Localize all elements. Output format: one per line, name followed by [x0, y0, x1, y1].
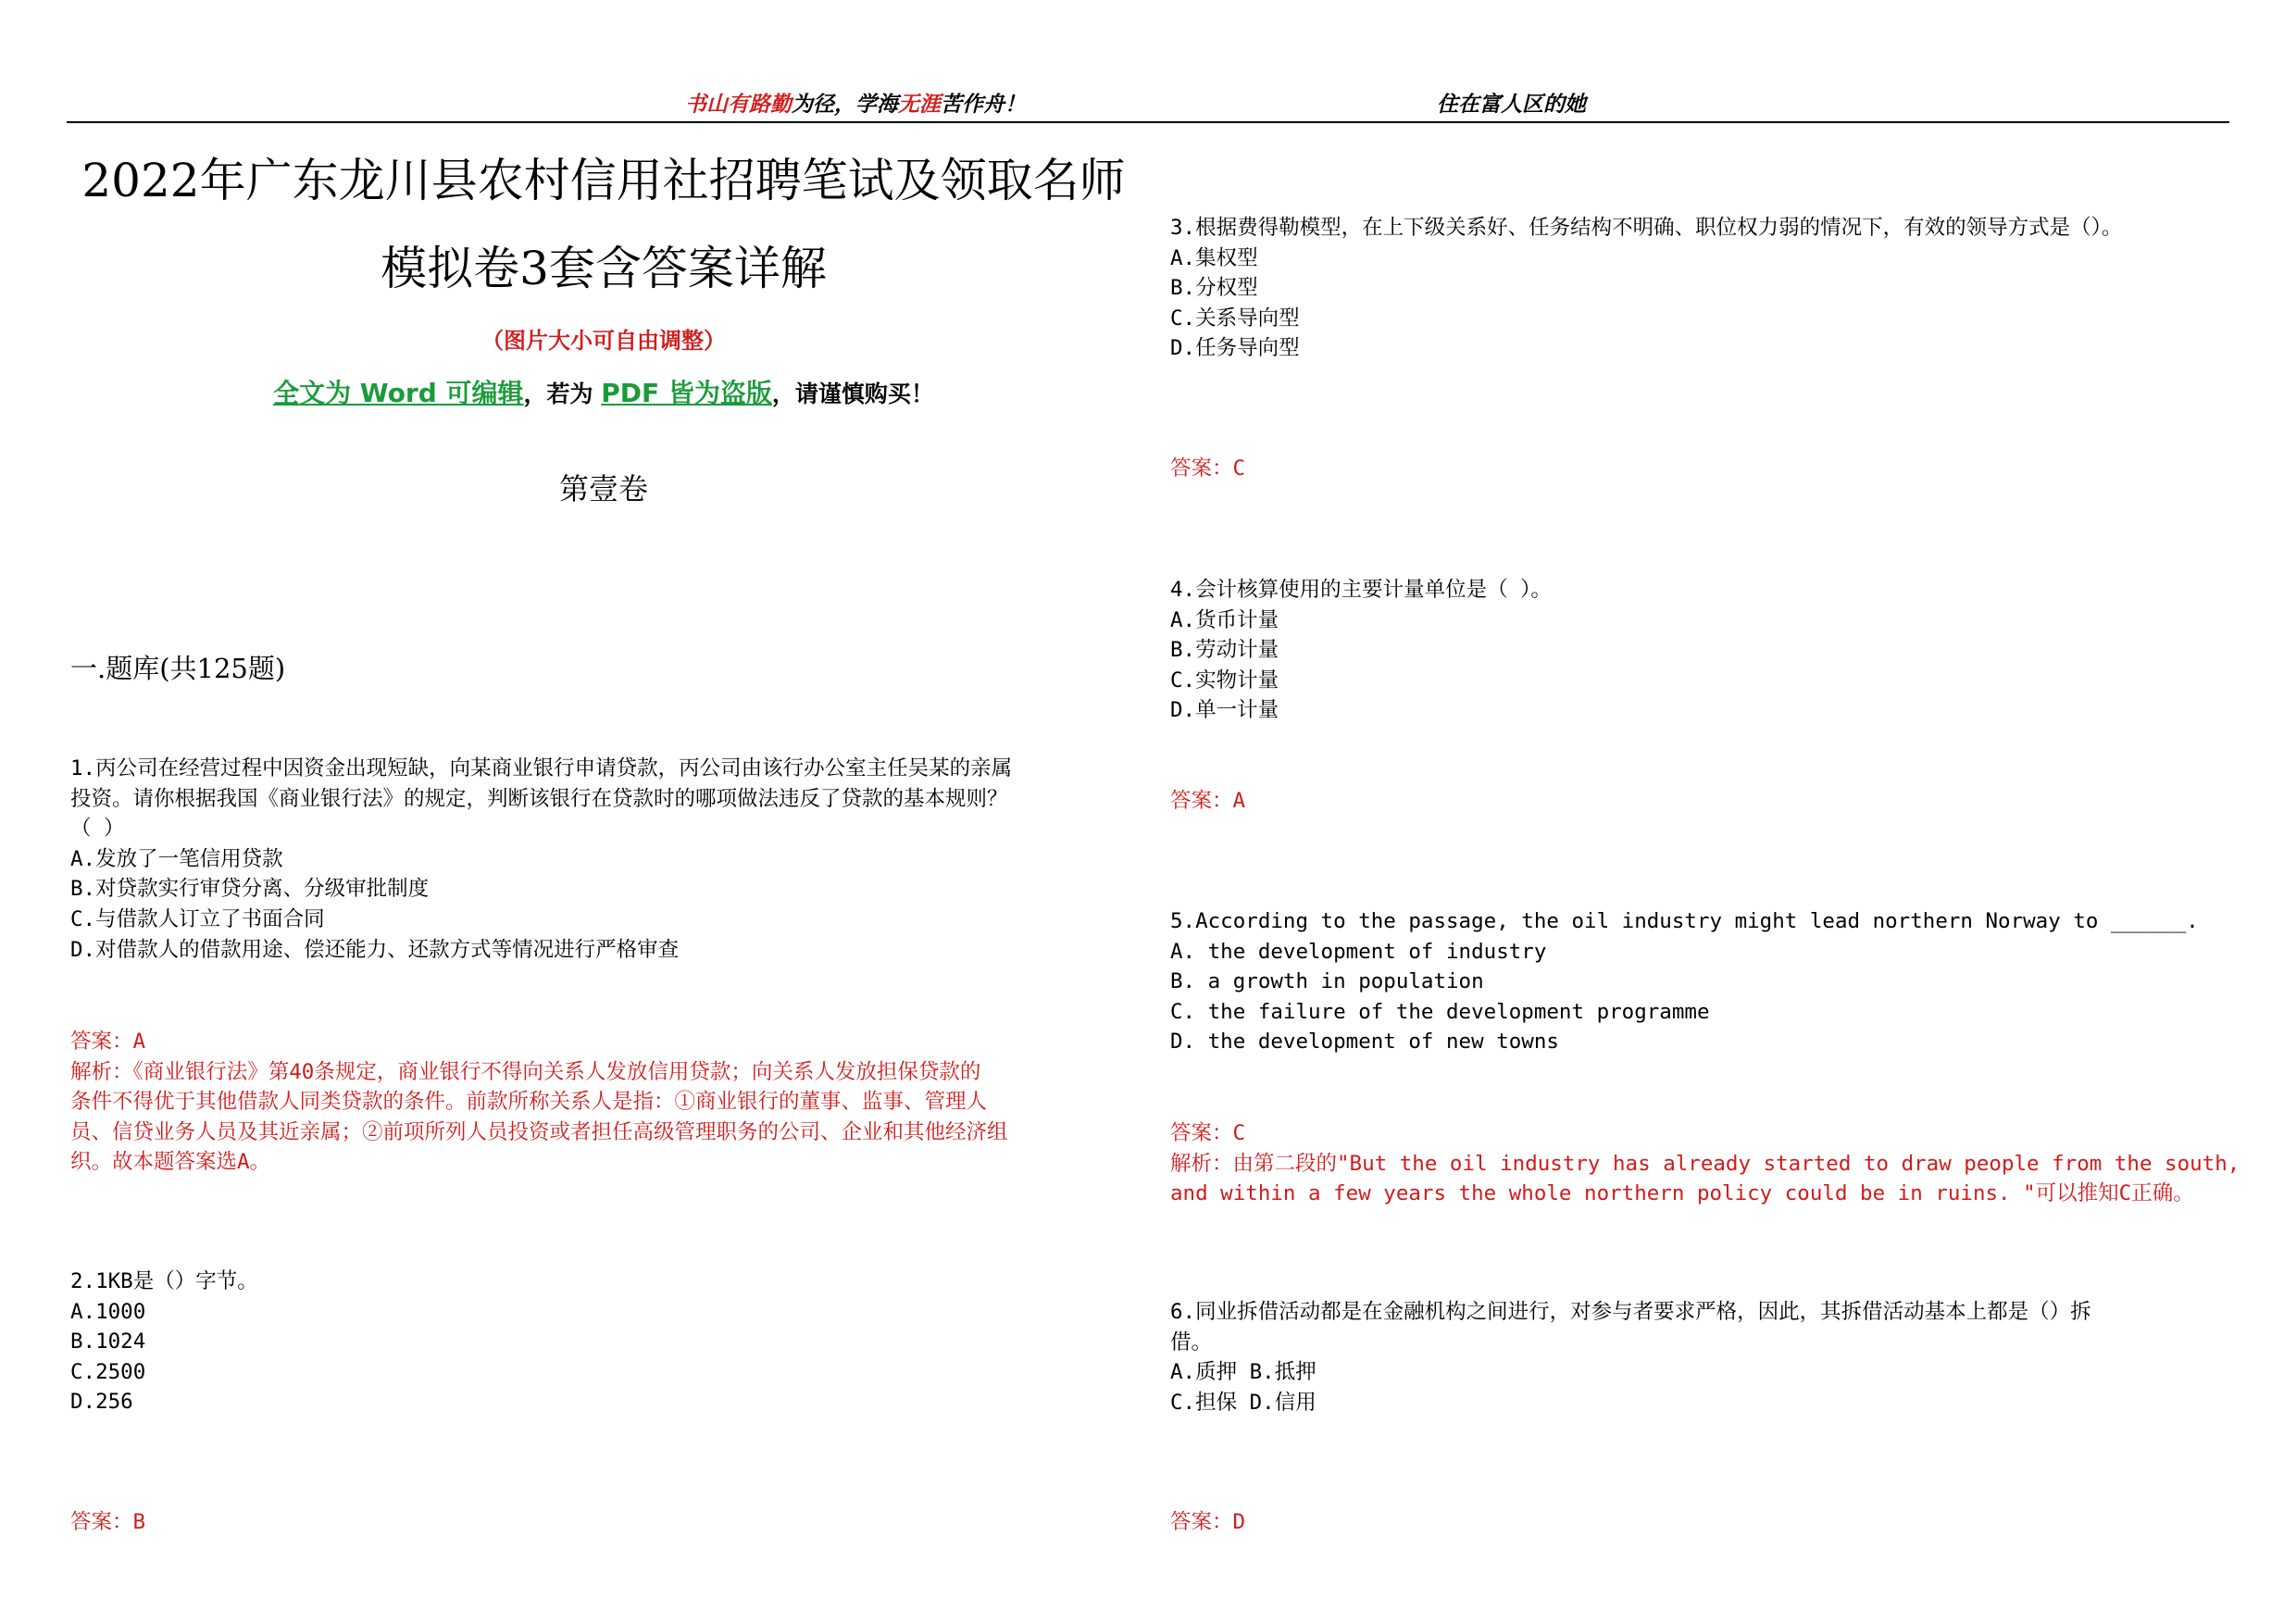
option: B.对贷款实行审贷分离、分级审批制度: [70, 877, 430, 902]
option: A.货币计量: [1170, 607, 1279, 632]
question-4: 4.会计核算使用的主要计量单位是（ ）。 A.货币计量 B.劳动计量 C.实物计量 D.单一计量: [1170, 575, 1552, 726]
option: C.与借款人订立了书面合同: [70, 906, 325, 931]
option: C.实物计量: [1170, 668, 1279, 693]
doc-notice: 全文为 Word 可编辑，若为 PDF 皆为盗版，请谨慎购买！: [273, 378, 934, 408]
option: D. the development of new towns: [1170, 1030, 1559, 1055]
answer-6: 答案：D: [1170, 1510, 1246, 1534]
analysis: 解析：由第二段的"But the oil industry has already started to draw people from the south,: [1170, 1151, 2240, 1176]
doc-title-line1: 2022年广东龙川县农村信用社招聘笔试及领取名师: [81, 154, 1126, 207]
option: D.单一计量: [1170, 698, 1279, 723]
answer-2: 答案：B: [70, 1510, 146, 1534]
question-5: 5.According to the passage, the oil industry might lead northern Norway to ______. A. the development of industry B. a growth in population C. the failure of the development programme D. the development of new towns: [1170, 906, 2199, 1057]
volume-heading: 第壹卷: [558, 471, 648, 506]
header-motto: 书山有路勤为径，学海无涯苦作舟！: [685, 92, 1026, 117]
question-2: 2.1KB是（）字节。 A.1000 B.1024 C.2500 D.256: [70, 1267, 258, 1417]
option: A. the development of industry: [1170, 939, 1547, 964]
option: B.1024: [70, 1330, 146, 1355]
option: D.任务导向型: [1170, 336, 1300, 361]
option: B.劳动计量: [1170, 638, 1279, 663]
option: A.1000: [70, 1299, 146, 1324]
doc-title-line2: 模拟卷3套含答案详解: [381, 242, 827, 295]
option: D.256: [70, 1390, 133, 1415]
header-right-text: 住在富人区的她: [1437, 92, 1586, 117]
option: C.关系导向型: [1170, 306, 1300, 331]
option: C. the failure of the development programme: [1170, 999, 1710, 1024]
analysis: 解析：《商业银行法》第40条规定，商业银行不得向关系人发放信用贷款；向关系人发放担保贷款的: [70, 1059, 981, 1084]
question-3: 3.根据费得勒模型，在上下级关系好、任务结构不明确、职位权力弱的情况下，有效的领导方式是（）。 A.集权型 B.分权型 C.关系导向型 D.任务导向型: [1170, 213, 2122, 364]
question-6: 6.同业拆借活动都是在金融机构之间进行，对参与者要求严格，因此，其拆借活动基本上都是（）拆 借。 A.质押 B.抵押 C.担保 D.信用: [1170, 1297, 2091, 1417]
option: D.对借款人的借款用途、偿还能力、还款方式等情况进行严格审查: [70, 937, 680, 962]
doc-note: （图片大小可自由调整）: [481, 328, 726, 354]
answer-4: 答案：A: [1170, 789, 1246, 813]
section-heading: 一.题库(共125题): [70, 653, 286, 684]
option: A.质押 B.抵押: [1170, 1360, 1316, 1385]
header-divider: [67, 121, 2229, 123]
question-1: 1.丙公司在经营过程中因资金出现短缺，向某商业银行申请贷款，丙公司由该行办公室主任吴某的亲属 投资。请你根据我国《商业银行法》的规定，判断该银行在贷款时的哪项做法违反了贷款的基本规则？ （ ） A.发放了一笔信用贷款 B.对贷款实行审贷分离、分级审批制度 C.与借款人订立了书面合同 D.对借款人的借款用途、偿还能力、还款方式等情况进行严格审查: [70, 754, 1012, 965]
option: A.集权型: [1170, 245, 1258, 270]
answer-1: 答案：A 解析：《商业银行法》第40条规定，商业银行不得向关系人发放信用贷款；向关系人发放担保贷款的 条件不得优于其他借款人同类贷款的条件。前款所称关系人是指：①商业银行的董事、监事、管理人 员、信贷业务人员及其近亲属；②前项所列人员投资或者担任高级管理职务的公司、企业和其他经济组 织。故本题答案选A。: [70, 1030, 1008, 1175]
option: B. a growth in population: [1170, 969, 1484, 994]
option: B.分权型: [1170, 276, 1258, 301]
answer-3: 答案：C: [1170, 456, 1246, 481]
option: C.担保 D.信用: [1170, 1390, 1316, 1415]
option: A.发放了一笔信用贷款: [70, 846, 283, 871]
option: C.2500: [70, 1359, 146, 1384]
answer-5: 答案：C 解析：由第二段的"But the oil industry has already started to draw people from the south, and within a few years the whole northern policy could be in ruins. "可以推知C正确。: [1170, 1121, 2240, 1206]
